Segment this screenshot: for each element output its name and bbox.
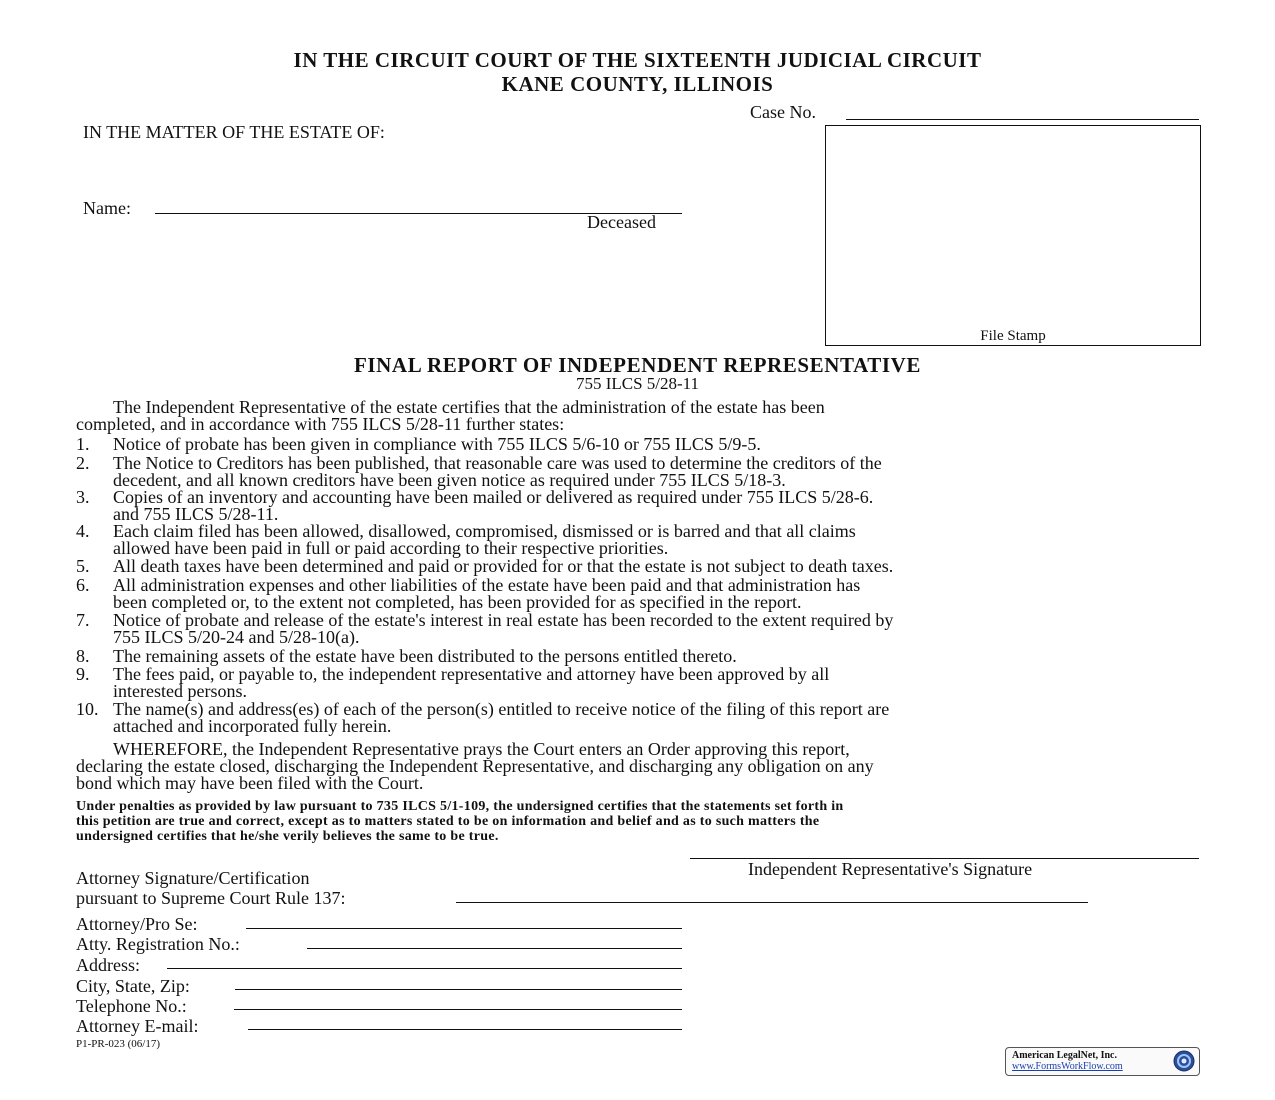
- publisher-name: American LegalNet, Inc.: [1012, 1050, 1117, 1061]
- attorney-signature-label-1: Attorney Signature/Certification: [76, 868, 310, 888]
- list-item-text: Each claim filed has been allowed, disallowed, compromised, dismissed or is barred and that all claims: [113, 521, 856, 541]
- publisher-link[interactable]: www.FormsWorkFlow.com: [1012, 1061, 1123, 1072]
- attorney-signature-field[interactable]: [456, 902, 1088, 903]
- list-item: [76, 648, 1206, 665]
- publisher-badge[interactable]: [1005, 1047, 1200, 1076]
- list-item-number: 2.: [76, 453, 90, 473]
- attorney-pro-se-field[interactable]: [246, 928, 682, 929]
- list-item: [76, 666, 1206, 700]
- list-item-text: been completed or, to the extent not completed, has been provided for as specified in the report.: [113, 592, 802, 612]
- telephone-field[interactable]: [234, 1009, 682, 1010]
- case-number-label: Case No.: [750, 102, 816, 122]
- registration-field[interactable]: [307, 948, 682, 949]
- list-item-text: The name(s) and address(es) of each of the person(s) entitled to receive notice of the filing of this report are: [113, 699, 890, 719]
- list-item-text: Notice of probate has been given in compliance with 755 ILCS 5/6-10 or 755 ILCS 5/9-5.: [113, 434, 761, 454]
- list-item: [76, 436, 1206, 453]
- wherefore-line-3: bond which may have been filed with the Court.: [76, 773, 424, 793]
- list-item: [76, 701, 1206, 735]
- estate-matter-label: IN THE MATTER OF THE ESTATE OF:: [83, 122, 385, 142]
- list-item-text: All administration expenses and other liabilities of the estate have been paid and that administration has: [113, 575, 861, 595]
- case-number-field[interactable]: [846, 119, 1199, 120]
- list-item-number: 7.: [76, 610, 90, 630]
- wherefore-line-2: declaring the estate closed, discharging the Independent Representative, and discharging any obligation on any: [76, 756, 874, 776]
- list-item: [76, 489, 1206, 523]
- list-item-number: 5.: [76, 556, 90, 576]
- city-state-zip-field[interactable]: [235, 989, 682, 990]
- city-state-zip-label: City, State, Zip:: [76, 976, 190, 996]
- certification-line-3: undersigned certifies that he/she verily believes the same to be true.: [76, 829, 499, 844]
- list-item-text: The fees paid, or payable to, the independent representative and attorney have been approved by all: [113, 664, 830, 684]
- attorney-signature-label-2: pursuant to Supreme Court Rule 137:: [76, 888, 346, 908]
- certification-line-1: Under penalties as provided by law pursuant to 735 ILCS 5/1-109, the undersigned certifies that the statements set forth in: [76, 799, 844, 814]
- list-item-text: The remaining assets of the estate have been distributed to the persons entitled thereto.: [113, 646, 737, 666]
- list-item-text: attached and incorporated fully herein.: [113, 716, 392, 736]
- file-stamp-label: File Stamp: [980, 328, 1046, 344]
- form-id: P1-PR-023 (06/17): [76, 1038, 161, 1050]
- deceased-label: Deceased: [587, 212, 656, 232]
- address-label: Address:: [76, 955, 140, 975]
- list-item-number: 1.: [76, 434, 90, 454]
- list-item-number: 8.: [76, 646, 90, 666]
- court-header-line2: KANE COUNTY, ILLINOIS: [501, 72, 774, 96]
- attorney-email-label: Attorney E-mail:: [76, 1016, 199, 1036]
- file-stamp-box: [825, 125, 1201, 346]
- list-item-text: The Notice to Creditors has been published, that reasonable care was used to determine the creditors of the: [113, 453, 882, 473]
- attorney-pro-se-label: Attorney/Pro Se:: [76, 914, 198, 934]
- registration-label: Atty. Registration No.:: [76, 934, 240, 954]
- list-item: [76, 558, 1206, 575]
- list-item-text: interested persons.: [113, 681, 247, 701]
- court-header-line1: IN THE CIRCUIT COURT OF THE SIXTEENTH JUDICIAL CIRCUIT: [293, 48, 982, 72]
- telephone-label: Telephone No.:: [76, 996, 187, 1016]
- list-item-number: 9.: [76, 664, 90, 684]
- list-item-number: 10.: [76, 699, 99, 719]
- list-item-text: allowed have been paid in full or paid according to their respective priorities.: [113, 538, 669, 558]
- list-item-text: Notice of probate and release of the estate's interest in real estate has been recorded to the extent required by: [113, 610, 894, 630]
- intro-line-1: The Independent Representative of the estate certifies that the administration of the estate has been: [113, 397, 825, 417]
- list-item: [76, 455, 1206, 489]
- intro-line-2: completed, and in accordance with 755 ILCS 5/28-11 further states:: [76, 414, 565, 434]
- list-item-text: decedent, and all known creditors have been given notice as required under 755 ILCS 5/18-3.: [113, 470, 786, 490]
- list-item-number: 6.: [76, 575, 90, 595]
- globe-icon: [1173, 1050, 1195, 1072]
- list-item: [76, 577, 1206, 611]
- form-title: FINAL REPORT OF INDEPENDENT REPRESENTATIVE: [353, 353, 922, 377]
- form-statute: 755 ILCS 5/28-11: [575, 374, 700, 393]
- representative-signature-label: Independent Representative's Signature: [748, 859, 1033, 879]
- list-item-number: 4.: [76, 521, 90, 541]
- list-item-text: and 755 ILCS 5/28-11.: [113, 504, 279, 524]
- list-item-text: Copies of an inventory and accounting have been mailed or delivered as required under 755 ILCS 5/28-6.: [113, 487, 874, 507]
- certification-line-2: this petition are true and correct, except as to matters stated to be on information and belief and as to such matters the: [76, 814, 820, 829]
- list-item: [76, 612, 1206, 646]
- address-field[interactable]: [167, 968, 682, 969]
- list-item-number: 3.: [76, 487, 90, 507]
- list-item-text: 755 ILCS 5/20-24 and 5/28-10(a).: [113, 627, 360, 647]
- list-item-text: All death taxes have been determined and paid or provided for or that the estate is not subject to death taxes.: [113, 556, 894, 576]
- wherefore-line-1: WHEREFORE, the Independent Representative prays the Court enters an Order approving this report,: [113, 739, 850, 759]
- name-label: Name:: [83, 198, 131, 218]
- attorney-email-field[interactable]: [248, 1029, 682, 1030]
- list-item: [76, 523, 1206, 557]
